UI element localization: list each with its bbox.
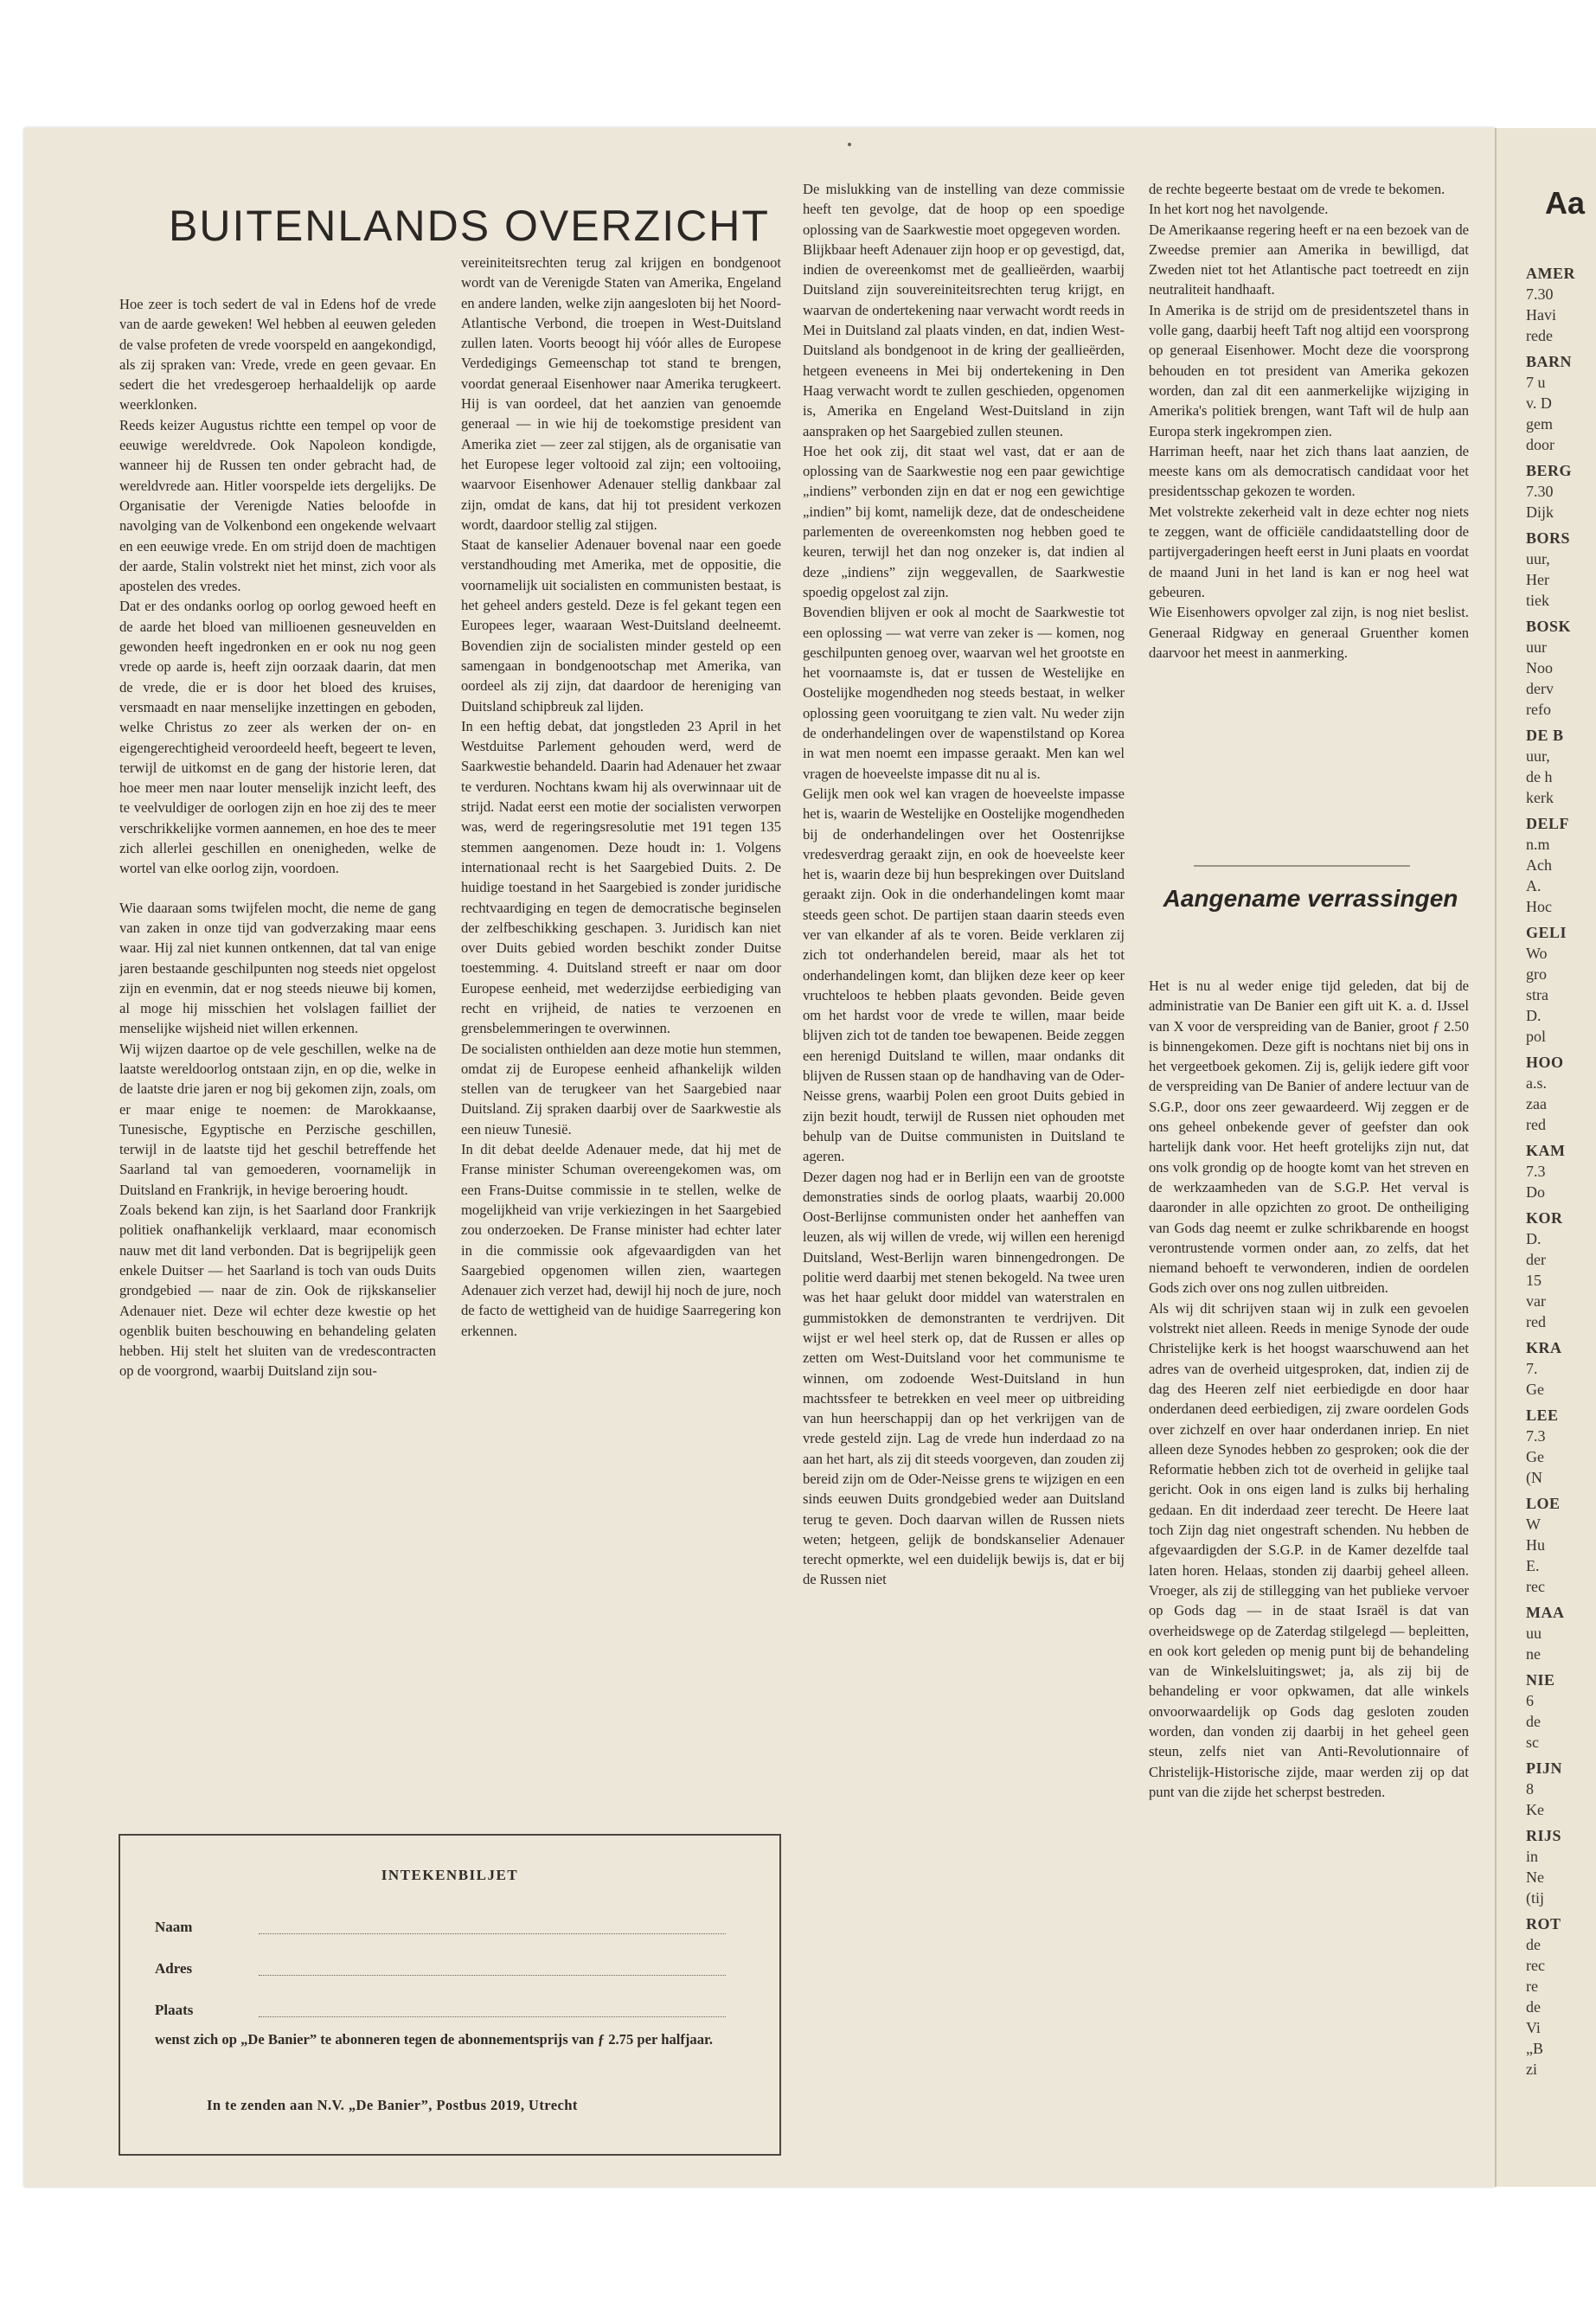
adjacent-page-entry: Ne — [1526, 1868, 1544, 1886]
adjacent-page-entry: DE B — [1526, 727, 1564, 744]
adjacent-page-entry: Ach — [1526, 856, 1552, 874]
adjacent-page-entry: Hoc — [1526, 898, 1552, 915]
adjacent-page-entry: MAA — [1526, 1604, 1565, 1621]
article-paragraph: In een heftig debat, dat jongstleden 23 April in het Westduitse Parlement gehouden werd, werd de Saarkwestie behandeld. Daarin had Adenauer het zwaar te verduren. Nochtans kwam hij als overwinnaar uit de strijd. Nadat eerst een motie der socialisten verworpen was, werd de regeringsresolutie met 191 tegen 135 stemmen aangenomen. Deze houdt in: 1. Volgens internationaal recht is het Saargebied Duits. 2. De huidige toestand in het Saargebied is zonder juridische rechtvaardiging en tegen de democratische beginselen der zelfbeschikking geschapen. 3. Juridisch kan niet over Duits gebied worden beschikt zonder Duitse toestemming. 4. Duitsland streeft er naar om door Europese eenheid, met wederzijdse eerbiediging van recht en vrijheid, de naties te verzoenen en grensbelemmeringen te overwinnen. — [461, 717, 781, 1037]
adjacent-page-entry: 7.30 — [1526, 483, 1554, 500]
adjacent-page-entry: gem — [1526, 415, 1553, 433]
adjacent-page-entry: kerk — [1526, 789, 1554, 806]
adjacent-page-entry: LEE — [1526, 1407, 1559, 1424]
adjacent-page-entry: RIJS — [1526, 1827, 1562, 1844]
adjacent-page-entry: KRA — [1526, 1339, 1562, 1356]
article-paragraph: Hoe het ook zij, dit staat wel vast, dat er aan de oplossing van de Saarkwestie nog een paar gewichtige „indiens” verbonden zijn en dat er nog een gewichtige „indien” bij komt, namelijk deze, dat de ondescheidene parlementen de overeenkomsten nog hebben goed te keuren, terwijl het dan nog onzeker is, dat indien al deze „indiens” zijn weggevallen, de Saarkwestie spoedig opgelost zal zijn. — [803, 442, 1125, 600]
adjacent-page-entry: 7.30 — [1526, 285, 1554, 303]
adjacent-page-entry: NIE — [1526, 1671, 1555, 1689]
adjacent-page-title: Aa — [1545, 185, 1586, 221]
adjacent-page-entry: rede — [1526, 327, 1553, 344]
adjacent-page-entry: de — [1526, 1936, 1541, 1953]
adjacent-page-entry: Noo — [1526, 659, 1553, 676]
article-paragraph: Dat er des ondanks oorlog op oorlog gewoed heeft en de aarde het bloed van millioenen gesneuvelden en gewonden heeft ingedronken en er ook nu nog geen vrede op aarde is, heeft zijn oorzaak daarin, dat men de vrede, die er is door het bloed des kruises, versmaadt en naar menselijke inzettingen en geboden, welke Christus zo zeer als werken der on- en eigengerechtigheid veroordeeld heeft, begeert te leven, terwijl de uitkomst en de gang der historie leren, dat hoe meer men naar louter menselijk inzicht leeft, des te veelvuldiger de oorlogen zijn en hoe zij des te meer verschrikkelijke vormen aannemen, en hoe des te meer zich allerlei geschillen en onenigheden, welke de wortel van elke oorlog zijn, voordoen. — [119, 598, 436, 877]
feature-column — [1149, 976, 1469, 1802]
adjacent-page-entry: (tij — [1526, 1889, 1544, 1907]
adjacent-page-entry: BARN — [1526, 353, 1573, 370]
adjacent-page-entry: GELI — [1526, 924, 1567, 941]
adjacent-page-entry: „B — [1526, 2040, 1543, 2057]
adjacent-page-entry: var — [1526, 1292, 1546, 1310]
form-field-label: Plaats — [155, 2002, 194, 2018]
adjacent-page-entry: n.m — [1526, 836, 1550, 853]
adjacent-page-entry: sc — [1526, 1734, 1539, 1751]
adjacent-page-entry: Hu — [1526, 1536, 1545, 1554]
form-subscription-text: wenst zich op „De Banier” te abonneren tegen de abonnementsprijs van ƒ 2.75 per halfjaar. — [155, 2031, 714, 2048]
adjacent-page-entry: W — [1526, 1516, 1541, 1533]
form-field-adres[interactable] — [155, 1960, 726, 1981]
article-paragraph: Zoals bekend kan zijn, is het Saarland door Frankrijk politiek onafhankelijk verklaard, maar economisch nauw met dit land verbonden. Dat is begrijpelijk geen enkele Duitser — het Saarland is toch van ouds Duits grondgebied — naar de zin. Ook de rijkskanselier Adenauer niet. Deze wil echter deze kwestie op het ogenblik buiten beschouwing en behandeling gelaten hebben. Hij stelt het sluiten van de vredescontracten op de voorgrond, waarbij Duitsland zijn sou- — [119, 1202, 436, 1380]
adjacent-page-entry: Ke — [1526, 1801, 1544, 1818]
adjacent-page-entry: PIJN — [1526, 1759, 1562, 1777]
adjacent-page-entry: AMER — [1526, 265, 1575, 282]
article-paragraph: Blijkbaar heeft Adenauer zijn hoop er op gevestigd, dat, indien de overeenkomst met de geallieërden, waarbij Duitsland zijn souvereiniteitsrechten terug krijgt, en waarvan de ondertekening naar verwacht wordt reeds in Mei in Duitsland zal plaats vinden, en dat, indien West-Duitsland als bondgenoot in de kring der geallieërden, hetgeen eveneens in Mei bij ondertekening in Den Haag verwacht wordt te zullen geschieden, opgenomen is, Amerika en Engeland West-Duitsland in zijn aanspraken op het Saargebied zullen steunen. — [803, 240, 1125, 439]
article-paragraph: vereiniteitsrechten terug zal krijgen en bondgenoot wordt van de Verenigde Staten van Amerika, Engeland en andere landen, welke zijn aangesloten bij het Noord-Atlantische Verbond, die troepen in West-Duitsland zullen laten. Voorts beoogt hij vóór alles de Europese Verdedigings Gemeenschap tot stand te brengen, voordat generaal Eisenhower naar Amerika terugkeert. Hij is van oordeel, dat het aanzien van genoemde generaal — in wie hij de toekomstige president van Amerika ziet — zeer zal stijgen, als de organisatie van het Europese leger voltooid zal zijn; een voltooiing, waarvoor Eisenhower Adenauer stellig dankbaar zal zijn, omdat de kans, dat hij tot president verkozen wordt, daardoor stellig zal stijgen. — [461, 254, 781, 533]
adjacent-page-entry: Ge — [1526, 1381, 1544, 1398]
feature-title: Aangename verrassingen — [1163, 885, 1458, 912]
section-divider — [1194, 865, 1410, 867]
adjacent-page-entry: v. D — [1526, 394, 1552, 412]
adjacent-page-entry: uur, — [1526, 550, 1550, 567]
adjacent-page-entry: rec — [1526, 1957, 1545, 1974]
adjacent-page-entry: HOO — [1526, 1054, 1564, 1071]
adjacent-page-entry: zi — [1526, 2061, 1537, 2078]
article-paragraph: Staat de kanselier Adenauer bovenal naar een goede verstandhouding met Amerika, met de oppositie, die voornamelijk uit socialisten en communisten bestaat, is het geheel anders gesteld. Deze is fel gekant tegen een Europees leger, waaraan West-Duitsland deelneemt. Bovendien zijn de socialisten minder gesteld op een samengaan in bondgenootschap met Amerika, van oordeel als zij zijn, dat daardoor de hereniging van Duitsland schipbreuk zal lijden. — [461, 536, 781, 715]
form-title: INTEKENBILJET — [381, 1867, 519, 1883]
article-paragraph: De mislukking van de instelling van deze commissie heeft ten gevolge, dat de hoop op een spoedige oplossing van de Saarkwestie moet opgegeven worden. — [803, 181, 1125, 238]
adjacent-page-edge — [1495, 128, 1596, 2187]
adjacent-page-entry: BERG — [1526, 462, 1573, 479]
adjacent-page-entry: refo — [1526, 701, 1551, 718]
adjacent-page-entry: KOR — [1526, 1209, 1563, 1227]
adjacent-page-entry: (N — [1526, 1469, 1542, 1486]
adjacent-page-entry: re — [1526, 1977, 1538, 1995]
form-field-label: Naam — [155, 1919, 193, 1935]
article-paragraph: Met volstrekte zekerheid valt in deze echter nog niets te zeggen, want de officiële candidaatstelling door de partijvergaderingen heeft eerst in Juni plaats en voordat de maand Juni in het land is kan er nog heel wat gebeuren. — [1149, 503, 1469, 600]
article-paragraph: De socialisten onthielden aan deze motie hun stemmen, omdat zij de Europese eenheid afhankelijk wilden stellen van de terugkeer van het Saargebied naar Duitsland. Zij spraken daarbij over de Saarkwestie als een nieuw Tunesië. — [461, 1040, 781, 1138]
adjacent-page-entry: zaa — [1526, 1095, 1547, 1112]
adjacent-page-entry: ne — [1526, 1645, 1541, 1663]
article-paragraph: In het kort nog het navolgende. — [1149, 201, 1329, 218]
form-send-address: In te zenden aan N.V. „De Banier”, Postbus 2019, Utrecht — [207, 2097, 578, 2113]
article-paragraph: In Amerika is de strijd om de presidentszetel thans in volle gang, daarbij heeft Taft nog altijd een voorsprong op generaal Eisenhower. Mocht deze die voorsprong behouden en tot president van Amerika gekozen worden, dan zal dit een aanmerkelijke wijziging in Amerika's politiek brengen, want Taft wil de hulp aan Europa sterk ingekrompen zien. — [1149, 301, 1469, 439]
adjacent-page-entry: Vi — [1526, 2019, 1541, 2036]
adjacent-page-entry: E. — [1526, 1557, 1540, 1574]
article-paragraph: Gelijk men ook wel kan vragen de hoeveelste impasse het is, waarin de Westelijke en Oostelijke mogendheden bij de onderhandelingen over het Oostenrijkse vredesverdrag geraakt zijn, en ook de hoeveelste keer het is, waarin deze bij hun besprekingen over Duitsland geraakt zijn. Ook in die onderhandelingen komt maar steeds geen schot. De partijen staan daarin steeds even ver van elkander af als te voren. Beide verklaren zij zich tot onderhandelen bereid, maar als het tot onderhandelingen komt, dan blijken deze keer op keer vruchteloos te hebben plaats gevonden. Beide geven om het hardst voor de vrede te willen, maar beide blijven zich tot de tanden toe bewapenen. Beide zeggen een herenigd Duitsland te willen, maar ondanks dit blijven de Russen staan op de handhaving van de Oder-Neisse grens, waarbij Polen een groot Duits gebied in zijn bezit houdt, terwijl de Russen niet ophouden met behulp van de Duitse communisten in Duitsland te ageren. — [803, 785, 1125, 1165]
adjacent-page-entry: D. — [1526, 1230, 1542, 1247]
adjacent-page-entry: BOSK — [1526, 618, 1572, 635]
adjacent-page-entry: LOE — [1526, 1495, 1561, 1512]
adjacent-page-entry: BORS — [1526, 529, 1571, 547]
article-column-3 — [803, 179, 1125, 1590]
adjacent-page-entry: in — [1526, 1848, 1539, 1865]
adjacent-page-entry: uur — [1526, 638, 1547, 656]
form-field-plaats[interactable] — [155, 2002, 726, 2022]
adjacent-page-entry: Do — [1526, 1183, 1545, 1201]
adjacent-page-entry: uur, — [1526, 747, 1550, 765]
print-mark — [848, 143, 851, 146]
form-field-line[interactable] — [259, 1933, 726, 1934]
article-column-1 — [119, 294, 436, 1381]
adjacent-page-entry: de — [1526, 1713, 1541, 1730]
adjacent-page-entry: 15 — [1526, 1272, 1542, 1289]
adjacent-page-entry: de h — [1526, 768, 1553, 785]
article-paragraph: Wij wijzen daartoe op de vele geschillen, welke na de laatste wereldoorlog ontstaan zijn, en op die, welke in de laatste drie jaren er nog bij gekomen zijn, zoals, om er maar enige te noemen: de Marokkaanse, Tunesische, Egyptische en Perzische geschillen, terwijl in de laatste tijd het geschil betreffende het Saarland tal van gemoederen, voornamelijk in Duitsland en Frankrijk, in hevige beroering houdt. — [119, 1040, 436, 1198]
adjacent-page-entries — [1526, 258, 1596, 2080]
adjacent-page-entry: rec — [1526, 1578, 1545, 1595]
adjacent-page-entry: a.s. — [1526, 1074, 1547, 1092]
article-paragraph: Wie Eisenhowers opvolger zal zijn, is nog niet beslist. Generaal Ridgway en generaal Gruenther komen daarvoor het meest in aanmerking. — [1149, 604, 1469, 661]
adjacent-page-entry: stra — [1526, 986, 1548, 1003]
article-paragraph: Wie daaraan soms twijfelen mocht, die neme de gang van zaken in onze tijd van godverzaking maar eens waar. Hij zal niet kunnen ontkennen, dat tal van enige jaren bestaande geschilpunten nog steeds niet opgelost zijn en evenmin, dat er nog steeds nieuwe bij komen, al moge hij misschien het volslagen failliet der menselijke wijsheid niet willen erkennen. — [119, 899, 436, 1037]
form-field-label: Adres — [155, 1960, 193, 1977]
article-title: BUITENLANDS OVERZICHT — [169, 202, 770, 250]
form-field-line[interactable] — [259, 2016, 726, 2017]
feature-paragraph: Als wij dit schrijven staan wij in zulk een gevoelen volstrekt niet alleen. Reeds in menige Synode der oude Christelijke kerk is het hoogst waarschuwend aan het adres van de overheid uitgesproken, dat, indien zij de dag des Heeren zelf niet eerbiedigde en door haar onderdanen deed eerbiedigen, zij zware oordelen Gods over zichzelf en over haar onderdanen inriep. En niet alleen deze Synodes hebben zo gesproken; ook die der Reformatie hebben zich tot de overheid in gelijke taal gericht. Ook in ons eigen land is zulks bij herhaling gedaan. En dit inderdaad zeer terecht. De Heere laat toch Zijn dag niet ongestraft schenden. Nu hebben de afgevaardigden der S.G.P. in de Kamer dezelfde taal laten horen. Helaas, stonden zij daarbij geheel alleen. Vroeger, als zij de stillegging van het publieke vervoer op Gods dag — in de staat Israël is dat van overheidswege op de Zaterdag stilgelegd — bepleitten, en ook kort geleden op menig punt bij de behandeling van de Winkelsluitingswet; ja, als zij bij de behandeling er voor opkwamen, dat alle winkels onvoorwaardelijk op Gods dag gesloten zouden worden, dan vonden zij daarbij in het geheel geen steun, zelfs niet van Anti-Revolutionnaire of Christelijk-Historische zijde, maar werden zij op dat punt van die zijde het scherpst bestreden. — [1149, 1299, 1469, 1800]
feature-paragraph: Het is nu al weder enige tijd geleden, dat bij de administratie van De Banier een gift uit K. a. d. IJssel van X voor de verspreiding van de Banier, groot ƒ 2.50 is binnengekomen. Deze gift is nochtans niet bij ons in het vergeetboek gekomen. Zij is, gelijk iedere gift voor de verspreiding van De Banier of andere lectuur van de S.G.P., door ons zeer gewaardeerd. Wij zeggen er de ons geheel onbekende gever of geefster dan ook hartelijk dank voor. Het heeft grotelijks zijn nut, dat ons volk grondig op de hoogte komt van het streven en de werkzaamheden van de S.G.P. Het verval is daaronder in alle opzichten zo groot. De ontheiliging van Gods dag neemt er zulke schrikbarende en hoogst verontrustende vormen onder aan, zo zelfs, dat het niemand behoeft te verwonderen, indien de oordelen Gods zich over ons nog zullen uitbreiden. — [1149, 977, 1469, 1297]
adjacent-page-entry: 7.3 — [1526, 1163, 1546, 1180]
article-paragraph: In dit debat deelde Adenauer mede, dat hij met de Franse minister Schuman overeengekomen was, om een Frans-Duitse commissie in te stellen, welke de mogelijkheid van vrije verkiezingen in het Saargebied zou onderzoeken. De Franse minister had echter later in die commissie ook afgevaardigden van het Saargebied opgenomen willen zien, waartegen Adenauer zich verzet had, dewijl hij noch de jure, noch de facto de wettigheid van de huidige Saarregering kon erkennen. — [461, 1141, 781, 1339]
adjacent-page-entry: der — [1526, 1251, 1546, 1268]
subscription-form — [119, 1834, 781, 2156]
adjacent-page-entry: tiek — [1526, 592, 1549, 609]
adjacent-page-entry: 6 — [1526, 1692, 1534, 1709]
article-paragraph: de rechte begeerte bestaat om de vrede te bekomen. — [1149, 181, 1445, 197]
adjacent-page-entry: door — [1526, 436, 1554, 453]
article-paragraph: Bovendien blijven er ook al mocht de Saarkwestie tot een oplossing — wat verre van zeker is — komen, nog geschilpunten genoeg over, waarvan wel het grootste en het voornaamste is, dat er tussen de Westelijke en Oostelijke mogendheden nog steeds bestaat, in welker oplossing geen vooruitgang te zien valt. Nu weder zijn de onderhandelingen over de wapenstilstand op Korea in wat men noemt een impasse geraakt. Men kan wel vragen de hoeveelste impasse dit nu al is. — [803, 604, 1125, 782]
form-field-line[interactable] — [259, 1975, 726, 1976]
article-paragraph: Reeds keizer Augustus richtte een tempel op voor de eeuwige wereldvrede. Ook Napoleon kondigde, wanneer hij de Russen ten onder gebracht had, de wereldvrede aan. Hitler voorspelde iets dergelijks. De Organisatie der Verenigde Naties beloofde in navolging van de Volkenbond een ongekende welvaart en een eeuwige vrede. En om strijd doen de machtigen der aarde, Stalin volstrekt niet het minst, zich voor als apostelen des vredes. — [119, 416, 436, 595]
adjacent-page-entry: 8 — [1526, 1780, 1534, 1798]
adjacent-page-entry: red — [1526, 1116, 1546, 1133]
article-paragraph: Hoe zeer is toch sedert de val in Edens hof de vrede van de aarde geweken! Wel hebben al eeuwen geleden de valse profeten de vrede voorspeld en aangekondigd, als zij spraken van: Vrede, vrede en geen gevaar. En sedert die het vredesgeroep herhaaldelijk op aarde weerklonken. — [119, 296, 436, 413]
adjacent-page-entry: 7. — [1526, 1360, 1538, 1377]
adjacent-page-entry: red — [1526, 1313, 1546, 1330]
adjacent-page-entry: de — [1526, 1998, 1541, 2016]
adjacent-page-entry: Havi — [1526, 306, 1556, 324]
adjacent-page-entry: ROT — [1526, 1915, 1561, 1932]
article-paragraph: De Amerikaanse regering heeft er na een bezoek van de Zweedse premier aan Amerika in bewilligd, dat Zweden niet tot het Atlantische pact toetreedt en zijn neutraliteit handhaaft. — [1149, 221, 1469, 298]
article-paragraph: Harriman heeft, naar het zich thans laat aanzien, de meeste kans om als democratisch candidaat voor het presidentsschap gekozen te worden. — [1149, 442, 1469, 500]
adjacent-page-entry: pol — [1526, 1028, 1547, 1045]
adjacent-page-entry: Her — [1526, 571, 1549, 588]
article-paragraph: Dezer dagen nog had er in Berlijn een van de grootste demonstraties sinds de oorlog plaats, waarbij 20.000 Oost-Berlijnse communisten onder het aanheffen van leuzen, als wij willen de vrede, wij willen een herenigd Duitsland, West-Berlijn waren binnengedrongen. De politie werd daarbij met stenen bekogeld. Na twee uren was het haar gelukt door middel van waterstralen en gummistokken de demonstranten te verdrijven. Dit wijst er wel heel sterk op, dat de Russen er alles op zetten om West-Duitsland voor het communisme te winnen, om zodoende West-Duitsland in hun machtssfeer te betrekken en veel meer op uitbreiding van hun heerschappij dan op het verkrijgen van de vrede gesteld zijn. Lag de vrede hun inderdaad zo na aan het hart, als zij dit steeds voorgeven, dan zouden zij bereid zijn om de Oder-Neisse grens te wijzigen en een sinds eeuwen Duits grondgebied weder aan Duitsland terug te geven. Doch daarvan willen de Russen niets weten; hetgeen, gelijk de bondskanselier Adenauer terecht opmerkte, wel een duidelijk bewijs is, dat er bij de Russen niet — [803, 1168, 1125, 1588]
article-column-4 — [1149, 179, 1469, 663]
adjacent-page-entry: gro — [1526, 965, 1547, 983]
adjacent-page-entry: DELF — [1526, 815, 1570, 832]
article-column-2 — [461, 253, 781, 1341]
adjacent-page-entry: Dijk — [1526, 503, 1554, 521]
adjacent-page-entry: A. — [1526, 877, 1542, 894]
adjacent-page-entry: Wo — [1526, 945, 1548, 962]
adjacent-page-entry: D. — [1526, 1007, 1542, 1024]
adjacent-page-entry: 7 u — [1526, 374, 1546, 391]
adjacent-page-entry: 7.3 — [1526, 1427, 1546, 1445]
form-field-naam[interactable] — [155, 1919, 726, 1939]
adjacent-page-entry: Ge — [1526, 1448, 1544, 1465]
adjacent-page-entry: derv — [1526, 680, 1554, 697]
adjacent-page-entry: uu — [1526, 1625, 1542, 1642]
adjacent-page-entry: KAM — [1526, 1142, 1566, 1159]
